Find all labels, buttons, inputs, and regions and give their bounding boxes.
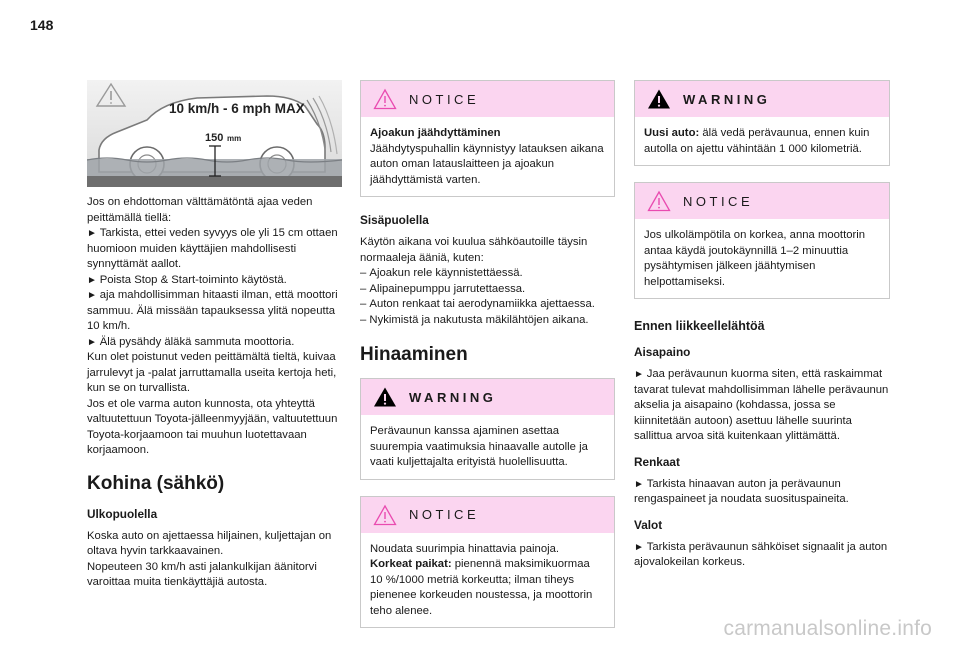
notice-box (360, 80, 615, 197)
paragraph: Jos et ole varma auton kunnosta, ota yhteyttä valtuutettuun Toyota-jälleenmyyjään, valtuutettuun Toyota-korjaamoon tai muuhun luotettavaan korjaamoon. (87, 397, 338, 456)
section-title-towing: Hinaaminen (360, 344, 468, 365)
notice-triangle-icon (373, 88, 397, 110)
notice-header (361, 497, 614, 533)
warning-label: WARNING (409, 389, 497, 405)
speed-label: 10 km/h - 6 mph MAX (169, 101, 305, 116)
warning-label: WARNING (683, 91, 771, 107)
notice-triangle-icon (647, 190, 671, 212)
list-item: – Ajoakun rele käynnistettäessä. (360, 266, 615, 282)
warning-text: Uusi auto: älä vedä perävaunua, ennen kuin autolla on ajettu vähintään 1 000 kilometriä. (644, 127, 870, 155)
warning-triangle-icon (647, 88, 671, 110)
list-item: – Nykimistä ja nakutusta mäkilähtöjen aikana. (360, 313, 615, 329)
column-2 (360, 80, 615, 644)
warning-box (634, 80, 890, 166)
notice-header (361, 81, 614, 117)
subsection-title-outside: Ulkopuolella (87, 506, 158, 521)
notice-triangle-icon (373, 504, 397, 526)
paragraph: Kun olet poistunut veden peittämältä tieltä, kuivaa jarrulevyt ja -palat jarruttamalla useita kertoja heti, kun se on turvallista. (87, 351, 337, 394)
section-title-before-departure: Ennen liikkeellelähtöä (634, 319, 765, 333)
bullet-item: ► Poista Stop & Start-toiminto käytöstä. (87, 273, 342, 289)
column-3 (634, 80, 890, 571)
depth-value: 150 (205, 132, 224, 144)
warning-header (361, 379, 614, 415)
subsection-title-inside: Sisäpuolella (360, 213, 429, 227)
paragraph: Käytön aikana voi kuulua sähköautoille täysin normaaleja ääniä, kuten: (360, 236, 588, 264)
bullet-item: ► Älä pysähdy äläkä sammuta moottoria. (87, 335, 342, 351)
notice-text: Korkeat paikat: pienennä maksimikuormaa 10 %/1000 metriä korkeutta; ilman tiheys pienenee korkeuden noustessa, ja moottorin teho alenee. (370, 558, 593, 617)
column-1 (87, 80, 342, 591)
bullet-item: ► aja mahdollisimman hitaasti ilman, että moottori sammuu. Älä missään tapauksessa ylitä nopeutta 10 km/h. (87, 288, 342, 335)
subsection-title-weight: Aisapaino (634, 345, 691, 359)
paragraph: Koska auto on ajettaessa hiljainen, kuljettajan on oltava hyvin tarkkaavainen. (87, 529, 332, 557)
notice-text: Jos ulkolämpötila on korkea, anna moottorin antaa käydä joutokäynnillä 1–2 minuuttia pysähtymisen jälkeen jäähtymisen helpottamiseksi. (644, 229, 866, 288)
notice-label: NOTICE (683, 193, 754, 209)
notice-text: Noudata suurimpia hinattavia painoja. (370, 542, 560, 555)
notice-box (360, 496, 615, 629)
notice-text: Jäähdytyspuhallin käynnistyy latauksen aikana auton oman latauslaitteen ja ajoakun jäähdyttämistä varten. (370, 142, 604, 186)
notice-title: Ajoakun jäähdyttäminen (370, 127, 501, 139)
warning-box (360, 378, 615, 480)
notice-label: NOTICE (409, 507, 480, 522)
watermark: carmanualsonline.info (723, 617, 932, 640)
list-item: – Auton renkaat tai aerodynamiikka ajettaessa. (360, 297, 615, 313)
depth-unit: mm (227, 134, 242, 143)
water-crossing-illustration (87, 80, 342, 187)
bullet-item: ► Tarkista hinaavan auton ja perävaunun rengaspaineet ja noudata suosituspaineita. (634, 477, 890, 508)
warning-triangle-icon (373, 386, 397, 408)
notice-box (634, 182, 890, 299)
bullet-item: ► Tarkista, ettei veden syvyys ole yli 15 cm ottaen huomioon muiden käyttäjien mahdollisesti synnyttämät aallot. (87, 226, 342, 273)
warning-text: Perävaunun kanssa ajaminen asettaa suurempia vaatimuksia hinaavalle autolle ja vaati kuljettajalta erityistä huolellisuutta. (370, 425, 588, 468)
paragraph: Nopeuteen 30 km/h asti jalankulkijan äänitorvi varoittaa muita tienkäyttäjiä autosta. (87, 560, 317, 588)
bullet-item: ► Tarkista perävaunun sähköiset signaalit ja auton ajovalokeilan korkeus. (634, 540, 890, 571)
notice-label: NOTICE (409, 91, 480, 107)
intro-text: Jos on ehdottoman välttämätöntä ajaa veden peittämällä tiellä: (87, 196, 313, 224)
list-item: – Alipainepumppu jarrutettaessa. (360, 282, 615, 298)
car-in-water-image (87, 80, 342, 187)
subsection-title-tyres: Renkaat (634, 454, 680, 469)
bullet-item: ► Jaa perävaunun kuorma siten, että raskaimmat tavarat tulevat mahdollisimman lähelle perävaunun akselia ja aisapaino (kohdassa, jossa se kiinnitetään autoon) asettuu lähelle suurinta sallittua arvoa sitä kuitenkaan ylittämättä. (634, 367, 890, 445)
section-title-noise: Kohina (sähkö) (87, 472, 225, 494)
warning-header (635, 81, 889, 117)
water-driving-instructions (87, 195, 342, 459)
notice-header (635, 183, 889, 219)
subsection-title-lights: Valot (634, 517, 663, 532)
page-number: 148 (30, 17, 54, 33)
